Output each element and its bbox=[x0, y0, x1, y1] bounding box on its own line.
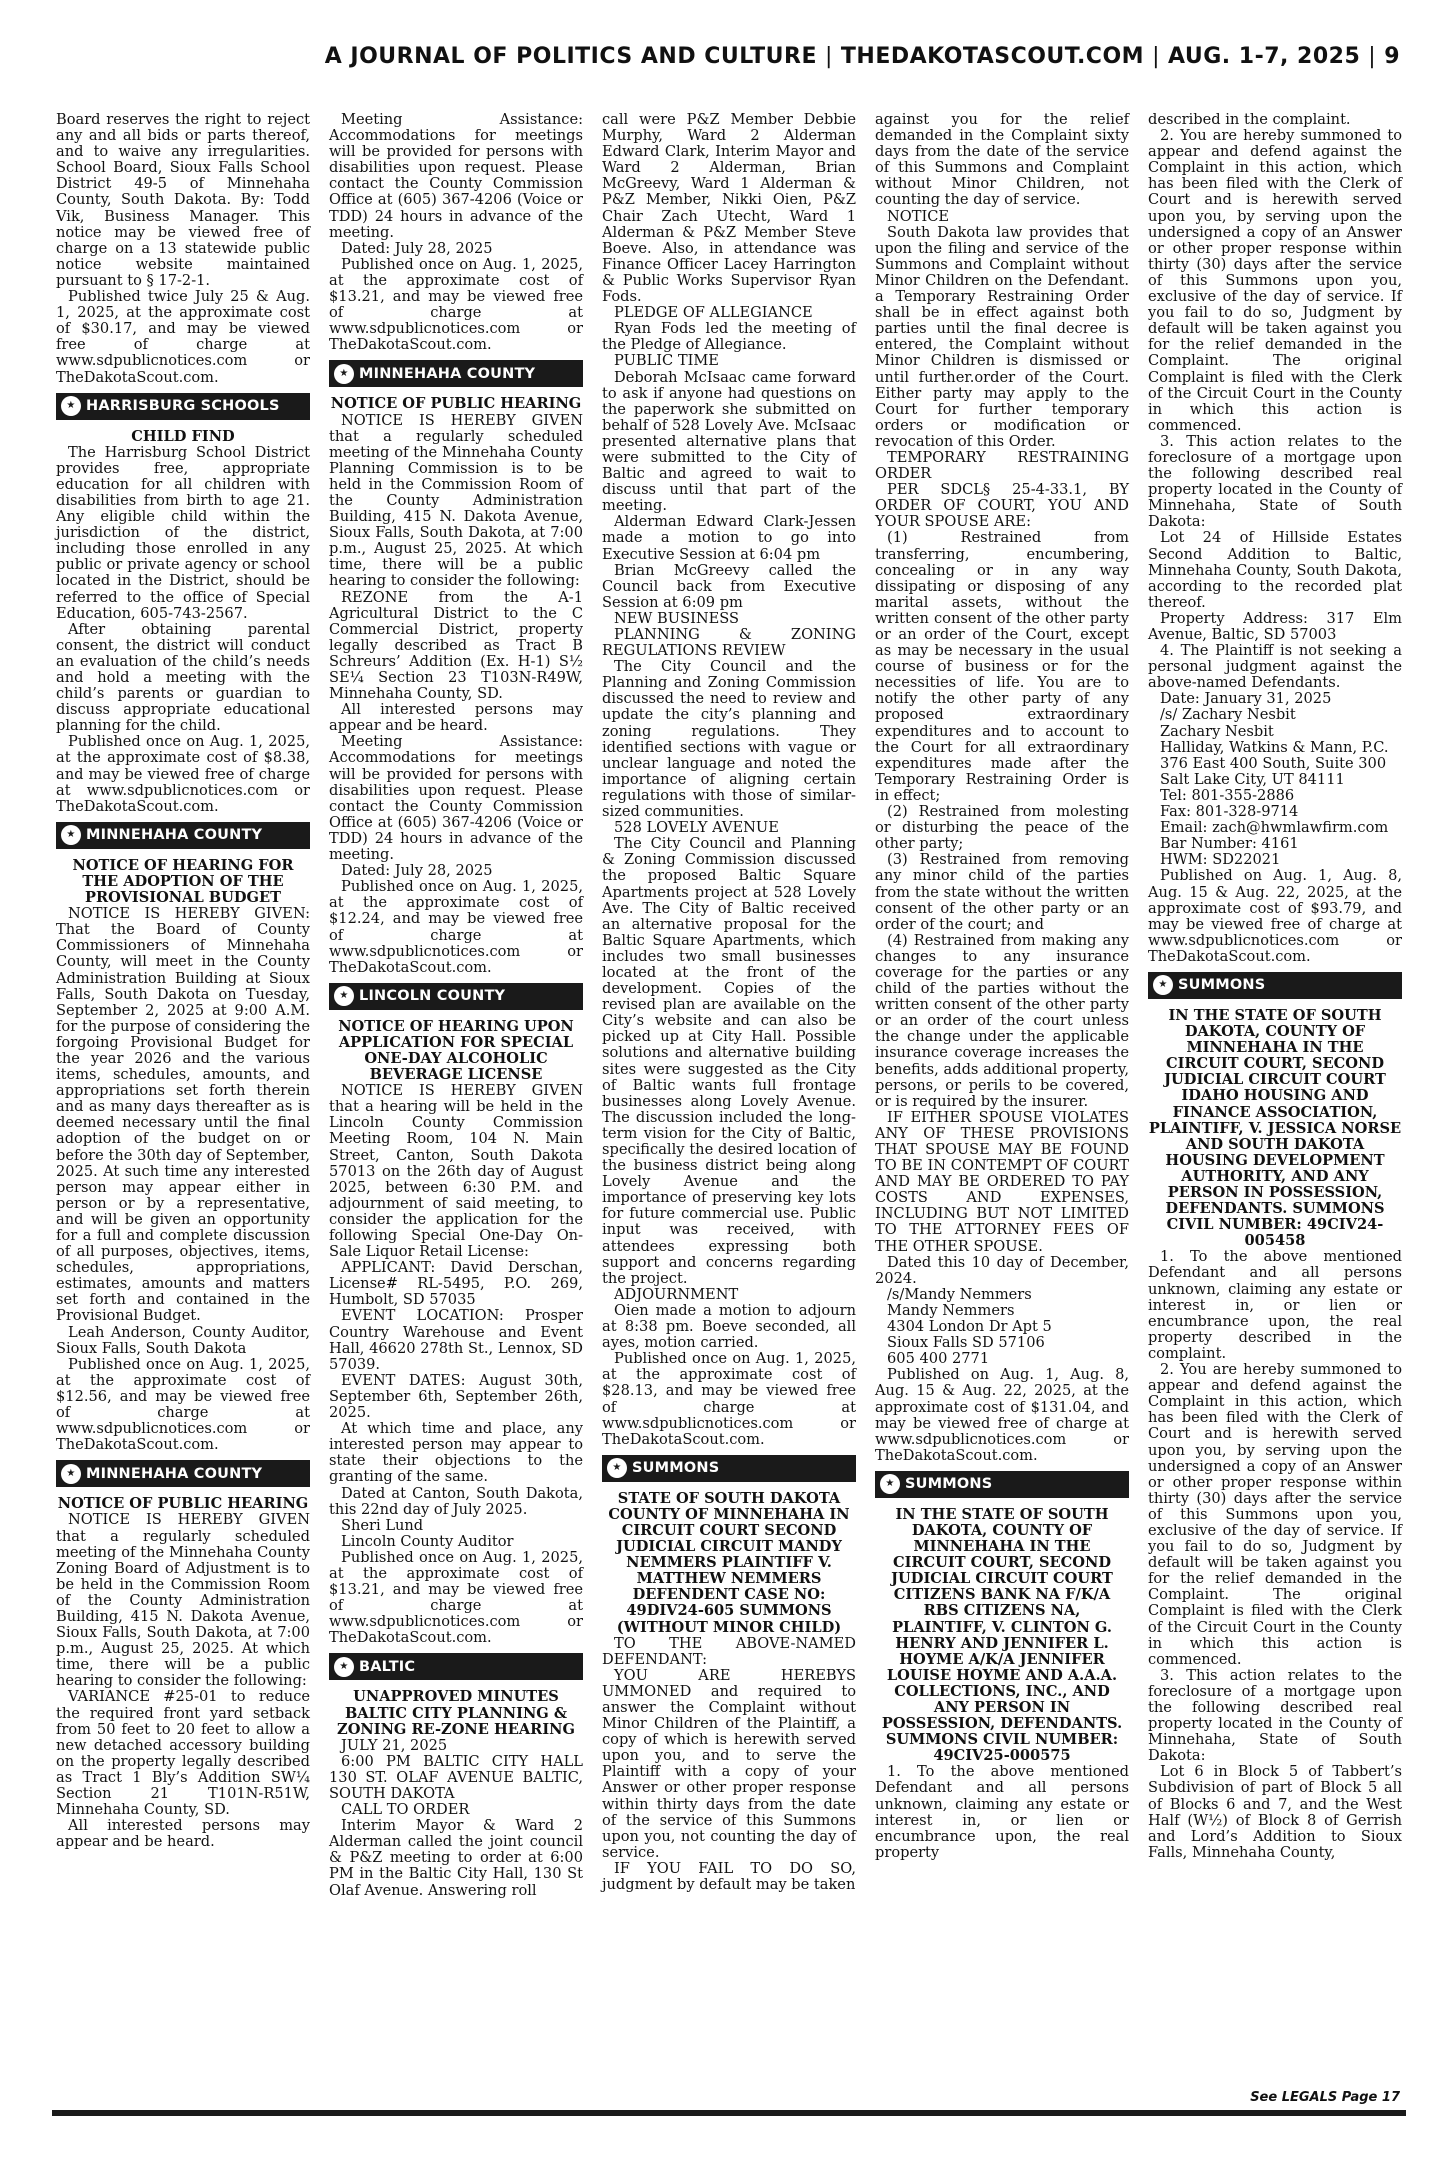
notice-paragraph: 3. This action relates to the foreclosure of a mortgage upon the following described real property located in the County of Minnehaha, State of South Dakota: bbox=[1148, 1666, 1402, 1765]
notice-paragraph: Dated at Canton, South Dakota, this 22nd day of July 2025. bbox=[329, 1484, 583, 1518]
notice-paragraph: NOTICE IS HEREBY GIVEN that a regularly scheduled meeting of the Minnehaha County Zoning Board of Adjustment is to be held in the Commission Room of the County Administration Building, 415 N. Dakota Avenue, Sioux Falls, South Dakota, at 7:00 p.m., August 25, 2025. At which time, there will be a public hearing to consider the following: bbox=[56, 1511, 310, 1690]
notice-paragraph: 376 East 400 South, Suite 300 bbox=[1160, 754, 1387, 772]
notice-paragraph: Zachary Nesbit bbox=[1160, 722, 1274, 740]
notice-paragraph: NOTICE IS HEREBY GIVEN that a hearing will be held in the Lincoln County Commission Meeting Room, 104 N. Main Street, Canton, South Dakota 57013 on the 26th day of August 2025, between 6:30 P.M. and adjournment of said meeting, to consider the application for the following Special One-Day On-Sale Liquor Retail License: bbox=[329, 1082, 583, 1261]
notice-paragraph: Published once on Aug. 1, 2025, at the approximate cost of $8.38, and may be viewed free of charge at www.sdpublicnotices.com or TheDakotaScout.com. bbox=[56, 733, 310, 815]
bottom-rule bbox=[52, 2110, 1406, 2116]
issue-date: AUG. 1-7, 2025 bbox=[1167, 44, 1361, 69]
section-banner-label: BALTIC bbox=[359, 1658, 416, 1675]
notice-paragraph: Lincoln County Auditor bbox=[341, 1532, 514, 1550]
notice-paragraph: (1) Restrained from transferring, encumbering, concealing or in any way dissipating or disposing of any marital assets, without the written consent of the other party or an order of the Court, except as may be necessary in the usual course of business or for the necessities of life. You are to notify the other party of any proposed extraordinary expenditures and to account to the Court for all extraordinary expenditures made after the Temporary Restraining Order is in effect; bbox=[875, 529, 1129, 804]
header-separator: | bbox=[824, 44, 833, 69]
notice-paragraph: Date: January 31, 2025 bbox=[1160, 690, 1332, 708]
notice-paragraph: Dated: July 28, 2025 bbox=[341, 239, 493, 257]
notice-paragraph: against you for the relief demanded in the Complaint sixty days from the date of the service of this Summons and Complaint without Minor Children, not counting the day of service. bbox=[875, 112, 1129, 209]
scout-logo-icon: ★ bbox=[329, 983, 359, 1010]
notice-paragraph: IF YOU FAIL TO DO SO, judgment by default may be taken bbox=[602, 1859, 856, 1894]
notice-heading: IN THE STATE OF SOUTH DAKOTA, COUNTY OF MINNEHAHA IN THE CIRCUIT COURT, SECOND JUDICIAL CIRCUIT COURT CITIZENS BANK NA F/K/A RBS CITIZENS NA, PLAINTIFF, V. CLINTON G. HENRY AND JENNIFER L. HOYME A/K/A JENNIFER LOUISE HOYME AND A.A.A. COLLECTIONS, INC., AND ANY PERSON IN POSSESSION, DEFENDANTS. SUMMONS CIVIL NUMBER: 49CIV25-000575 bbox=[881, 1505, 1123, 1765]
notice-paragraph: 528 LOVELY AVENUE bbox=[614, 819, 779, 837]
legal-notices-columns bbox=[52, 112, 1406, 2102]
column-4 bbox=[871, 112, 1133, 2102]
notice-heading: STATE OF SOUTH DAKOTA COUNTY OF MINNEHAHA IN CIRCUIT COURT SECOND JUDICIAL CIRCUIT MANDY NEMMERS PLAINTIFF V. MATTHEW NEMMERS DEFENDENT CASE NO: 49DIV24-605 SUMMONS (WITHOUT MINOR CHILD) bbox=[608, 1489, 850, 1636]
scout-logo-icon: ★ bbox=[875, 1471, 905, 1498]
notice-paragraph: Meeting Assistance: Accommodations for meetings will be provided for persons with disabilities upon request. Please contact the County Commission Office at (605) 367-4206 (Voice or TDD) 24 hours in advance of the meeting. bbox=[329, 733, 583, 864]
notice-paragraph: (3) Restrained from removing any minor child of the parties from the state without the written consent of the other party or an order of the court; and bbox=[875, 851, 1129, 933]
notice-paragraph: South Dakota law provides that upon the filing and service of the Summons and Complaint without Minor Children on the Defendant. a Temporary Restraining Order shall be in effect against both parties until the final decree is entered, the Complaint without Minor Children is dismissed or until further.order of the Court. Either party may apply to the Court for further temporary orders or modification or revocation of this Order. bbox=[875, 223, 1129, 450]
notice-paragraph: 2. You are hereby summoned to appear and defend against the Complaint in this action, which has been filed with the Clerk of Court and is herewith served upon you, by serving upon the undersigned a copy of an Answer or other proper response within thirty (30) days after the service of this Summons upon you, exclusive of the day of service. If you fail to do so, Judgment by default will be taken against you for the relief demanded in the Complaint. The original Complaint is filed with the Clerk of the Circuit Court in the County in which this action is commenced. bbox=[1148, 1361, 1402, 1668]
scout-logo-icon: ★ bbox=[1148, 972, 1178, 999]
notice-paragraph: Alderman Edward Clark-Jessen made a motion to go into Executive Session at 6:04 pm bbox=[602, 513, 856, 563]
section-banner-label: MINNEHAHA COUNTY bbox=[86, 827, 263, 844]
notice-heading: CHILD FIND bbox=[131, 427, 235, 445]
notice-paragraph: 2. You are hereby summoned to appear and defend against the Complaint in this action, which has been filed with the Clerk of Court and is herewith served upon you, by serving upon the undersigned a copy of an Answer or other proper response within thirty (30) days after the service of this Summons upon you, exclusive of the day of service. If you fail to do so, Judgment by default will be taken against you for the relief demanded in the Complaint. The original Complaint is filed with the Clerk of the Circuit Court in the County in which this action is commenced. bbox=[1148, 127, 1402, 434]
notice-paragraph: /s/ Zachary Nesbit bbox=[1160, 706, 1296, 724]
notice-paragraph: CALL TO ORDER bbox=[341, 1801, 470, 1819]
section-banner-label: SUMMONS bbox=[1178, 977, 1266, 994]
section-banner bbox=[875, 1471, 1129, 1498]
notice-paragraph: 6:00 PM BALTIC CITY HALL 130 ST. OLAF AVENUE BALTIC, SOUTH DAKOTA bbox=[329, 1752, 583, 1802]
section-banner-label: SUMMONS bbox=[905, 1476, 993, 1493]
notice-paragraph: Dated this 10 day of December, 2024. bbox=[875, 1253, 1129, 1287]
notice-paragraph: EVENT DATES: August 30th, September 6th, September 26th, 2025. bbox=[329, 1371, 583, 1422]
notice-paragraph: Ryan Fods led the meeting of the Pledge of Allegiance. bbox=[602, 320, 856, 354]
notice-paragraph: TO THE ABOVE-NAMED DEFENDANT: bbox=[602, 1634, 856, 1668]
notice-paragraph: Interim Mayor & Ward 2 Alderman called the joint council & P&Z meeting to order at 6:00 PM in the Baltic City Hall, 130 St Olaf Avenue. Answering roll bbox=[329, 1817, 583, 1899]
section-banner-label: SUMMONS bbox=[632, 1460, 720, 1477]
header-separator: | bbox=[1152, 44, 1160, 69]
notice-paragraph: Leah Anderson, County Auditor, Sioux Falls, South Dakota bbox=[56, 1323, 310, 1357]
notice-heading: NOTICE OF PUBLIC HEARING bbox=[57, 1495, 309, 1513]
header-separator: | bbox=[1368, 44, 1377, 69]
site-url[interactable]: THEDAKOTASCOUT.COM bbox=[840, 44, 1145, 69]
section-banner bbox=[56, 393, 310, 420]
notice-paragraph: 3. This action relates to the foreclosure of a mortgage upon the following described real property located in the County of Minnehaha, State of South Dakota: bbox=[1148, 432, 1402, 531]
notice-paragraph: Published once on Aug. 1, 2025, at the approximate cost of $12.56, and may be viewed free of charge at www.sdpublicnotices.com or TheDakotaScout.com. bbox=[56, 1355, 310, 1454]
notice-paragraph: IF EITHER SPOUSE VIOLATES ANY OF THESE PROVISIONS THAT SPOUSE MAY BE FOUND TO BE IN CONTEMPT OF COURT AND MAY BE ORDERED TO PAY COSTS AND EXPENSES, INCLUDING BUT NOT LIMITED TO THE ATTORNEY FEES OF THE OTHER SPOUSE. bbox=[875, 1108, 1129, 1255]
notice-paragraph: ADJOURNMENT bbox=[614, 1285, 739, 1303]
notice-paragraph: PLANNING & ZONING REGULATIONS REVIEW bbox=[602, 626, 856, 660]
notice-paragraph: /s/Mandy Nemmers bbox=[887, 1285, 1032, 1303]
notice-paragraph: PUBLIC TIME bbox=[614, 352, 719, 370]
notice-paragraph: At which time and place, any interested person may appear to state their objections to the granting of the same. bbox=[329, 1420, 583, 1486]
notice-paragraph: APPLICANT: David Derschan, License# RL-5495, P.O. 269, Humbolt, SD 57035 bbox=[329, 1259, 583, 1309]
notice-paragraph: Deborah McIsaac came forward to ask if anyone had questions on the paperwork she submitted on behalf of 528 Lovely Ave. McIsaac presented alternative plans that were submitted to the City of Baltic and agreed to wait to discuss until that part of the meeting. bbox=[602, 368, 856, 515]
section-banner-label: HARRISBURG SCHOOLS bbox=[86, 398, 280, 415]
notice-paragraph: Published once on Aug. 1, 2025, at the approximate cost of $12.24, and may be viewed free of charge at www.sdpublicnotices.com or TheDakotaScout.com. bbox=[329, 878, 583, 976]
notice-paragraph: Sioux Falls SD 57106 bbox=[887, 1334, 1045, 1352]
scout-logo-icon: ★ bbox=[329, 1653, 359, 1680]
notice-paragraph: The Harrisburg School District provides free, appropriate education for all children with disabilities from birth to age 21. Any eligible child within the jurisdiction of the district, including those enrolled in any public or private agency or school located in the District, should be referred to the office of Special Education, 605-743-2567. bbox=[56, 443, 310, 622]
notice-paragraph: Published once on Aug. 1, 2025, at the approximate cost of $13.21, and may be viewed free of charge at www.sdpublicnotices.com or TheDakotaScout.com. bbox=[329, 255, 583, 354]
notice-paragraph: After obtaining parental consent, the district will conduct an evaluation of the child’s needs and hold a meeting with the child’s parents or guardian to discuss appropriate educational planning for the child. bbox=[56, 620, 310, 735]
notice-paragraph: Fax: 801-328-9714 bbox=[1160, 803, 1299, 821]
notice-paragraph: All interested persons may appear and be heard. bbox=[56, 1817, 310, 1851]
column-3 bbox=[598, 112, 860, 2102]
section-banner bbox=[329, 1653, 583, 1680]
notice-heading: NOTICE OF HEARING UPON APPLICATION FOR SPECIAL ONE-DAY ALCOHOLIC BEVERAGE LICENSE bbox=[338, 1017, 574, 1084]
notice-paragraph: Sheri Lund bbox=[341, 1516, 424, 1534]
notice-heading: UNAPPROVED MINUTES BALTIC CITY PLANNING & ZONING RE-ZONE HEARING bbox=[337, 1688, 575, 1738]
notice-paragraph: The City Council and the Planning and Zoning Commission discussed the need to review and update the city’s planning and zoning regulations. They identified sections with vague or unclear language and noted the importance of aligning certain regulations with those of similar-sized communities. bbox=[602, 658, 856, 821]
notice-paragraph: TEMPORARY RESTRAINING ORDER bbox=[875, 448, 1129, 483]
section-banner-label: MINNEHAHA COUNTY bbox=[359, 365, 536, 382]
notice-heading: NOTICE OF HEARING FOR THE ADOPTION OF THE PROVISIONAL BUDGET bbox=[72, 856, 294, 907]
notice-paragraph: EVENT LOCATION: Prosper Country Warehouse and Event Hall, 46620 278th St., Lennox, SD 57039. bbox=[329, 1307, 583, 1373]
scout-logo-icon: ★ bbox=[56, 393, 86, 420]
section-banner-label: LINCOLN COUNTY bbox=[359, 988, 506, 1005]
scout-logo-icon: ★ bbox=[602, 1455, 632, 1482]
notice-paragraph: PLEDGE OF ALLEGIANCE bbox=[614, 304, 813, 322]
notice-paragraph: call were P&Z Member Debbie Murphy, Ward 2 Alderman Edward Clark, Interim Mayor and Ward 2 Alderman, Brian McGreevy, Ward 1 Alderman & P&Z Member, Nikki Oien, P&Z Chair Zach Utecht, Ward 1 Alderman & P&Z Member Steve Boeve. Also, in attendance was Finance Officer Lacey Harrington & Public Works Supervisor Ryan Fods. bbox=[602, 112, 856, 306]
section-banner bbox=[56, 822, 310, 849]
section-banner bbox=[329, 360, 583, 387]
notice-paragraph: Brian McGreevy called the Council back from Executive Session at 6:09 pm bbox=[602, 561, 856, 611]
scout-logo-icon: ★ bbox=[329, 360, 359, 387]
notice-heading: IN THE STATE OF SOUTH DAKOTA, COUNTY OF MINNEHAHA IN THE CIRCUIT COURT, SECOND JUDICIAL CIRCUIT COURT IDAHO HOUSING AND FINANCE ASSOCIATION, PLAINTIFF, V. JESSICA NORSE AND SOUTH DAKOTA HOUSING DEVELOPMENT AUTHORITY, AND ANY PERSON IN POSSESSION, DEFENDANTS. SUMMONS CIVIL NUMBER: 49CIV24-005458 bbox=[1148, 1006, 1402, 1250]
notice-paragraph: Bar Number: 4161 bbox=[1160, 835, 1299, 853]
scout-logo-icon: ★ bbox=[56, 822, 86, 849]
notice-paragraph: Lot 24 of Hillside Estates Second Addition to Baltic, Minnehaha County, South Dakota, according to the recorded plat thereof. bbox=[1148, 529, 1402, 611]
notice-paragraph: NOTICE bbox=[887, 207, 950, 225]
notice-paragraph: Board reserves the right to reject any and all bids or parts thereof, and to waive any irregularities. School Board, Sioux Falls School District 49-5 of Minnehaha County, South Dakota. By: Todd Vik, Business Manager. This notice may be viewed free of charge on a 13 statewide public notice website maintained pursuant to § 17-2-1. bbox=[56, 112, 310, 289]
notice-paragraph: The City Council and Planning & Zoning Commission discussed the proposed Baltic Square Apartments project at 528 Lovely Ave. The City of Baltic received an alternative proposal for the Baltic Square Apartments, which includes two small businesses located at the front of the development. Copies of the revised plan are available on the City’s website and can also be picked up at City Hall. Possible solutions and alternative building sites were suggested as the City of Baltic wants full frontage businesses along Lovely Avenue. The discussion included the long-term vision for the City of Baltic, specifically the desired location of the business district being along Lovely Avenue and the importance of preserving key lots for future commercial use. Public input was received, with attendees expressing both support and concerns regarding the project. bbox=[602, 835, 856, 1287]
notice-paragraph: described in the complaint. bbox=[1148, 112, 1351, 128]
column-2 bbox=[325, 112, 587, 2102]
notice-paragraph: JULY 21, 2025 bbox=[341, 1736, 448, 1754]
notice-paragraph: Halliday, Watkins & Mann, P.C. bbox=[1160, 738, 1389, 756]
notice-paragraph: Salt Lake City, UT 84111 bbox=[1160, 770, 1345, 788]
notice-paragraph: Property Address: 317 Elm Avenue, Baltic, SD 57003 bbox=[1148, 609, 1402, 643]
notice-paragraph: HWM: SD22021 bbox=[1160, 851, 1281, 869]
notice-paragraph: YOU ARE HEREBYS UMMONED and required to answer the Complaint without Minor Children of the Plaintiff, a copy of which is herewith served upon you, and to serve the Plaintiff with a copy of your Answer or other proper response within thirty days from the date of the service of this Summons upon you, not counting the day of service. bbox=[602, 1666, 856, 1861]
notice-paragraph: PER SDCL§ 25-4-33.1, BY ORDER OF COURT, YOU AND YOUR SPOUSE ARE: bbox=[875, 481, 1129, 531]
notice-paragraph: Published on Aug. 1, Aug. 8, Aug. 15 & Aug. 22, 2025, at the approximate cost of $131.04, and may be viewed free of charge at www.sdpublicnotices.com or TheDakotaScout.com. bbox=[875, 1366, 1129, 1464]
notice-paragraph: 1. To the above mentioned Defendant and all persons unknown, claiming any estate or interest in, or lien or encumbrance upon, the real property described in the complaint. bbox=[1148, 1248, 1402, 1362]
notice-paragraph: 4304 London Dr Apt 5 bbox=[887, 1318, 1052, 1336]
section-banner bbox=[1148, 972, 1402, 999]
section-banner bbox=[56, 1460, 310, 1487]
notice-paragraph: All interested persons may appear and be heard. bbox=[329, 701, 583, 735]
notice-paragraph: NOTICE IS HEREBY GIVEN that a regularly scheduled meeting of the Minnehaha County Planning Commission is to be held in the Commission Room of the County Administration Building, 415 N. Dakota Avenue, Sioux Falls, South Dakota, at 7:00 p.m., August 25, 2025. At which time, there will be a public hearing to consider the following: bbox=[329, 411, 583, 590]
notice-paragraph: Published once on Aug. 1, 2025, at the approximate cost of $13.21, and may be viewed free of charge at www.sdpublicnotices.com or TheDakotaScout.com. bbox=[329, 1548, 583, 1647]
page-number: 9 bbox=[1384, 44, 1400, 69]
notice-paragraph: NEW BUSINESS bbox=[614, 609, 740, 627]
notice-paragraph: 4. The Plaintiff is not seeking a personal judgment against the above-named Defendants. bbox=[1148, 642, 1402, 692]
column-5 bbox=[1144, 112, 1406, 2102]
notice-paragraph: Tel: 801-355-2886 bbox=[1160, 786, 1295, 804]
notice-heading: NOTICE OF PUBLIC HEARING bbox=[330, 395, 582, 413]
notice-paragraph: 605 400 2771 bbox=[887, 1350, 990, 1368]
notice-paragraph: NOTICE IS HEREBY GIVEN: That the Board of County Commissioners of Minnehaha County, will meet in the County Administration Building at Sioux Falls, South Dakota on Tuesday, September 2, 2025 at 9:00 A.M. for the purpose of considering the forgoing Provisional Budget for the year 2026 and the various items, schedules, amounts, and appropriations set forth therein and as many days thereafter as is deemed necessary until the final adoption of the budget on or before the 30th day of September, 2025. At such time any interested person may appear either in person or by a representative, and will be given an opportunity for a full and complete discussion of all purposes, objectives, items, schedules, appropriations, estimates, amounts and matters set forth and contained in the Provisional Budget. bbox=[56, 905, 310, 1325]
column-1 bbox=[52, 112, 314, 2102]
scout-logo-icon: ★ bbox=[56, 1460, 86, 1487]
notice-paragraph: Dated: July 28, 2025 bbox=[341, 862, 493, 880]
notice-paragraph: Lot 6 in Block 5 of Tabbert’s Subdivision of part of Block 5 all of Blocks 6 and 7, and the West Half (W½) of Block 8 of Gerrish and Lord’s Addition to Sioux Falls, Minnehaha County, bbox=[1148, 1763, 1402, 1861]
notice-paragraph: Mandy Nemmers bbox=[887, 1301, 1015, 1319]
notice-paragraph: Oien made a motion to adjourn at 8:38 pm. Boeve seconded, all ayes, motion carried. bbox=[602, 1301, 856, 1352]
section-banner bbox=[602, 1455, 856, 1482]
section-banner bbox=[329, 983, 583, 1010]
notice-paragraph: Published on Aug. 1, Aug. 8, Aug. 15 & Aug. 22, 2025, at the approximate cost of $93.79, and may be viewed free of charge at www.sdpublicnotices.com or TheDakotaScout.com. bbox=[1148, 867, 1402, 965]
notice-paragraph: Meeting Assistance: Accommodations for meetings will be provided for persons with disabilities upon request. Please contact the County Commission Office at (605) 367-4206 (Voice or TDD) 24 hours in advance of the meeting. bbox=[329, 112, 583, 241]
notice-paragraph: REZONE from the A-1 Agricultural District to the C Commercial District, property legally described as Tract B Schreurs’ Addition (Ex. H-1) S½ SE¼ Section 23 T103N-R49W, Minnehaha County, SD. bbox=[329, 588, 583, 703]
notice-paragraph: (2) Restrained from molesting or disturbing the peace of the other party; bbox=[875, 803, 1129, 853]
section-banner-label: MINNEHAHA COUNTY bbox=[86, 1465, 263, 1482]
notice-paragraph: 1. To the above mentioned Defendant and all persons unknown, claiming any estate or interest in, or lien or encumbrance upon, the real property bbox=[875, 1763, 1129, 1861]
notice-paragraph: Email: zach@hwmlawfirm.com bbox=[1160, 819, 1389, 837]
journal-tagline: A JOURNAL OF POLITICS AND CULTURE bbox=[324, 44, 817, 69]
notice-paragraph: VARIANCE #25-01 to reduce the required front yard setback from 50 feet to 20 feet to allow a new detached accessory building on the property legally described as Tract 1 Bly’s Addition SW¼ Section 21 T101N-R51W, Minnehaha County, SD. bbox=[56, 1688, 310, 1819]
notice-paragraph: Published twice July 25 & Aug. 1, 2025, at the approximate cost of $30.17, and may be viewed free of charge at www.sdpublicnotices.com or TheDakotaScout.com. bbox=[56, 288, 310, 386]
notice-paragraph: Published once on Aug. 1, 2025, at the approximate cost of $28.13, and may be viewed free of charge at www.sdpublicnotices.com or TheDakotaScout.com. bbox=[602, 1350, 856, 1448]
continued-reference: See LEGALS Page 17 bbox=[1244, 2090, 1400, 2105]
notice-paragraph: (4) Restrained from making any changes to any insurance coverage for the parties or any child of the parties without the written consent of the other party or an order of the court unless the change under the applicable insurance coverage increases the benefits, adds additional property, persons, or perils to be covered, or is required by the insurer. bbox=[875, 931, 1129, 1110]
page-header bbox=[56, 44, 1400, 84]
